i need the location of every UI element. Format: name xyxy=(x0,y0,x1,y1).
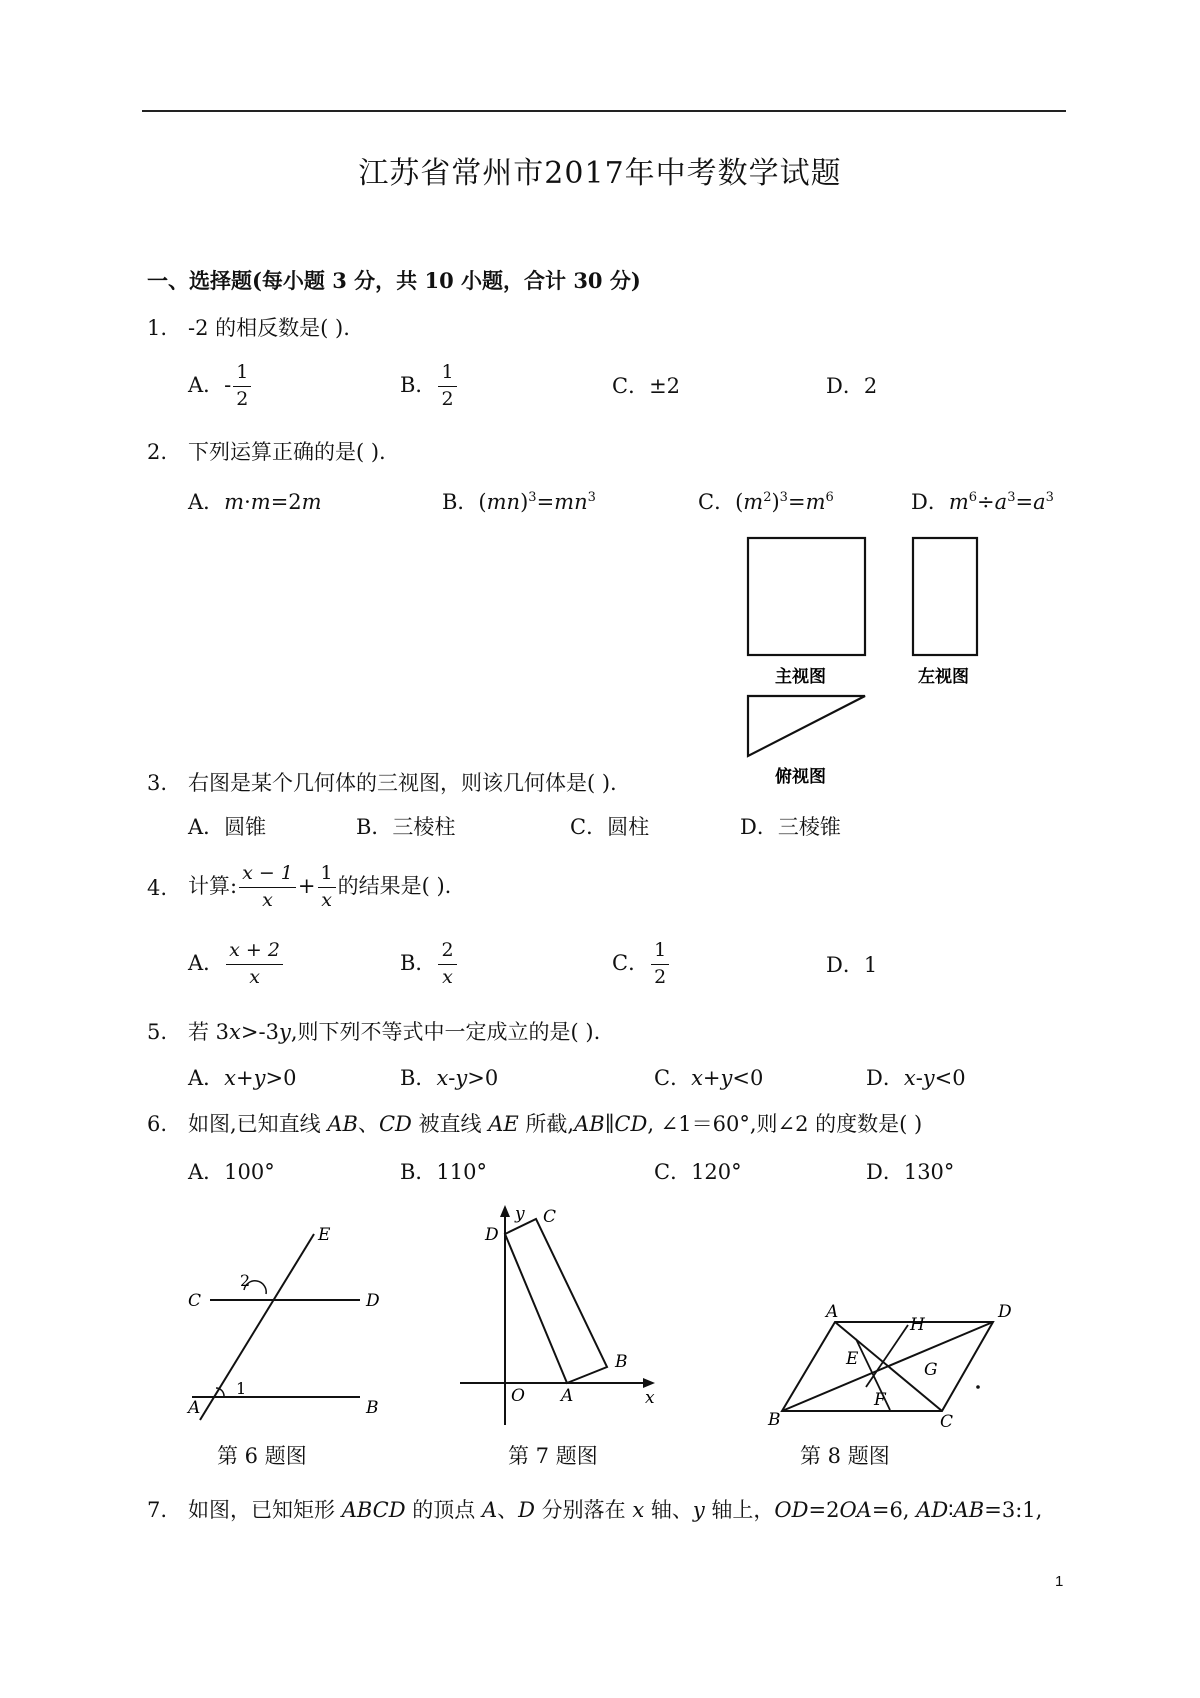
q2-number: 2. xyxy=(147,440,168,464)
q5-option-a: A．x+y>0 xyxy=(188,1066,297,1090)
fig6-label-c: C xyxy=(188,1291,202,1311)
figure-6-caption: 第 6 题图 xyxy=(217,1444,307,1468)
q2-stem: 下列运算正确的是( ). xyxy=(188,440,386,464)
q4-option-a xyxy=(188,940,285,989)
q4-fraction-2 xyxy=(318,863,336,912)
q1-option-b xyxy=(400,362,459,411)
figure-8-caption: 第 8 题图 xyxy=(800,1444,890,1468)
q4-c-label: C． xyxy=(612,950,650,975)
fig7-label-o: O xyxy=(511,1386,525,1406)
rectangle-abcd xyxy=(505,1219,607,1383)
q5-stem: 若 3x>-3y,则下列不等式中一定成立的是( ). xyxy=(188,1020,601,1044)
q1-option-d: D．2 xyxy=(826,374,878,398)
fig6-label-b: B xyxy=(366,1398,379,1418)
q6-option-c: C．120° xyxy=(654,1160,742,1184)
q4-a-num: x + 2 xyxy=(226,940,283,965)
left-view-rect xyxy=(913,538,977,655)
q4-b-den: x xyxy=(442,965,453,988)
q5-option-b: B．x-y>0 xyxy=(400,1066,499,1090)
fig7-label-c: C xyxy=(543,1207,557,1227)
q4-b-fraction xyxy=(438,940,456,989)
q4-option-d: D．1 xyxy=(826,953,878,977)
fig8-label-h: H xyxy=(910,1315,925,1335)
q5-option-d: D．x-y<0 xyxy=(866,1066,966,1090)
fig7-label-d: D xyxy=(485,1225,499,1245)
q4-plus: + xyxy=(297,873,316,898)
q4-c-fraction xyxy=(651,940,669,989)
q3-option-c: C．圆柱 xyxy=(570,815,650,839)
diagonal-bd xyxy=(782,1322,993,1411)
q4-stem xyxy=(188,863,451,912)
q3-option-a: A．圆锥 xyxy=(188,815,267,839)
fig6-label-e: E xyxy=(318,1225,331,1245)
fig8-label-g: G xyxy=(924,1360,938,1380)
y-axis-arrow xyxy=(500,1205,510,1217)
fig6-label-a: A xyxy=(188,1398,201,1418)
fig8-label-e: E xyxy=(846,1349,859,1369)
q4-number: 4. xyxy=(147,876,168,900)
q3-option-b: B．三棱柱 xyxy=(356,815,456,839)
header-rule xyxy=(142,110,1066,112)
figure-7 xyxy=(455,1205,685,1430)
q2-option-c: C．$(m^2)^3=m^6$ xyxy=(698,490,834,514)
q4-option-c xyxy=(612,940,671,989)
q6-option-b: B．110° xyxy=(400,1160,488,1184)
figure-8 xyxy=(760,1295,1020,1430)
q3-number: 3. xyxy=(147,771,168,795)
q4-b-label: B． xyxy=(400,950,437,975)
top-view-label: 俯视图 xyxy=(775,767,826,787)
q4-stem-pre: 计算: xyxy=(188,873,238,898)
q1-number: 1. xyxy=(147,316,168,340)
q1-b-label: B． xyxy=(400,372,437,397)
left-view-label: 左视图 xyxy=(918,667,969,687)
q7-stem: 如图，已知矩形 ABCD 的顶点 A、D 分别落在 x 轴、y 轴上，OD=2OA=6, AD∶AB=3:1, xyxy=(188,1498,1043,1522)
q4-a-label: A． xyxy=(188,950,225,975)
q1-stem: -2 的相反数是( ). xyxy=(188,316,350,340)
q6-option-d: D．130° xyxy=(866,1160,955,1184)
q4-b-num: 2 xyxy=(438,940,456,965)
q4-a-den: x xyxy=(249,965,260,988)
q4-c-den: 2 xyxy=(654,965,667,988)
q5-option-c: C．x+y<0 xyxy=(654,1066,764,1090)
q6-option-a: A．100° xyxy=(188,1160,275,1184)
q2-option-d: D．$m^6\div a^3=a^3$ xyxy=(911,490,1054,514)
page-title: 江苏省常州市2017年中考数学试题 xyxy=(358,156,842,191)
q4-option-b xyxy=(400,940,459,989)
q6-stem: 如图,已知直线 AB、CD 被直线 AE 所截,AB∥CD, ∠1＝60°,则∠2 的度数是( ) xyxy=(188,1112,923,1136)
q2-option-b: B．$(mn)^3=mn^3$ xyxy=(442,490,596,514)
q3-option-d: D．三棱锥 xyxy=(740,815,841,839)
q4-f2-num: 1 xyxy=(318,863,336,888)
q7-number: 7. xyxy=(147,1498,168,1522)
q2-option-a: A．m·m=2m xyxy=(188,490,322,514)
q1-a-fraction xyxy=(233,362,251,411)
fig8-label-a: A xyxy=(826,1302,839,1322)
q1-a-sign: - xyxy=(224,372,232,397)
q1-b-num: 1 xyxy=(438,362,456,387)
q4-fraction-1 xyxy=(239,863,296,912)
front-view-square xyxy=(748,538,865,655)
q3-three-views xyxy=(740,530,1000,795)
q1-option-a xyxy=(188,362,253,411)
line-ae xyxy=(200,1234,314,1420)
fig8-label-f: F xyxy=(874,1390,886,1410)
fig7-label-a: A xyxy=(561,1386,574,1406)
q1-a-num: 1 xyxy=(233,362,251,387)
fig7-label-y: y xyxy=(515,1204,525,1224)
fig7-label-x: x xyxy=(645,1388,655,1408)
top-view-triangle xyxy=(748,696,865,756)
q4-f2-den: x xyxy=(321,888,332,911)
fig6-label-2: 2 xyxy=(240,1271,251,1290)
fig6-label-1: 1 xyxy=(236,1379,247,1398)
q4-f1-den: x xyxy=(262,888,273,911)
fig6-label-d: D xyxy=(366,1291,380,1311)
q4-c-num: 1 xyxy=(651,940,669,965)
page-number: 1 xyxy=(1055,1573,1064,1590)
q4-stem-post: 的结果是( ). xyxy=(337,873,452,898)
q4-a-fraction xyxy=(226,940,283,989)
fig8-label-c: C xyxy=(940,1412,954,1432)
q1-b-den: 2 xyxy=(441,387,454,410)
q4-f1-num: x − 1 xyxy=(239,863,296,888)
front-view-label: 主视图 xyxy=(775,667,826,687)
speck xyxy=(976,1385,980,1389)
q6-number: 6. xyxy=(147,1112,168,1136)
q5-number: 5. xyxy=(147,1020,168,1044)
q3-stem: 右图是某个几何体的三视图，则该几何体是( ). xyxy=(188,771,617,795)
figure-6 xyxy=(180,1220,400,1420)
section-heading: 一、选择题(每小题 3 分，共 10 小题，合计 30 分) xyxy=(147,268,641,293)
figure-7-caption: 第 7 题图 xyxy=(508,1444,598,1468)
q1-b-fraction xyxy=(438,362,456,411)
fig8-label-d: D xyxy=(998,1302,1012,1322)
q1-a-label: A． xyxy=(188,372,225,397)
fig7-label-b: B xyxy=(615,1352,628,1372)
q1-option-c: C．±2 xyxy=(612,374,681,398)
fig8-label-b: B xyxy=(768,1410,781,1430)
x-axis-arrow xyxy=(643,1378,655,1388)
q1-a-den: 2 xyxy=(236,387,249,410)
